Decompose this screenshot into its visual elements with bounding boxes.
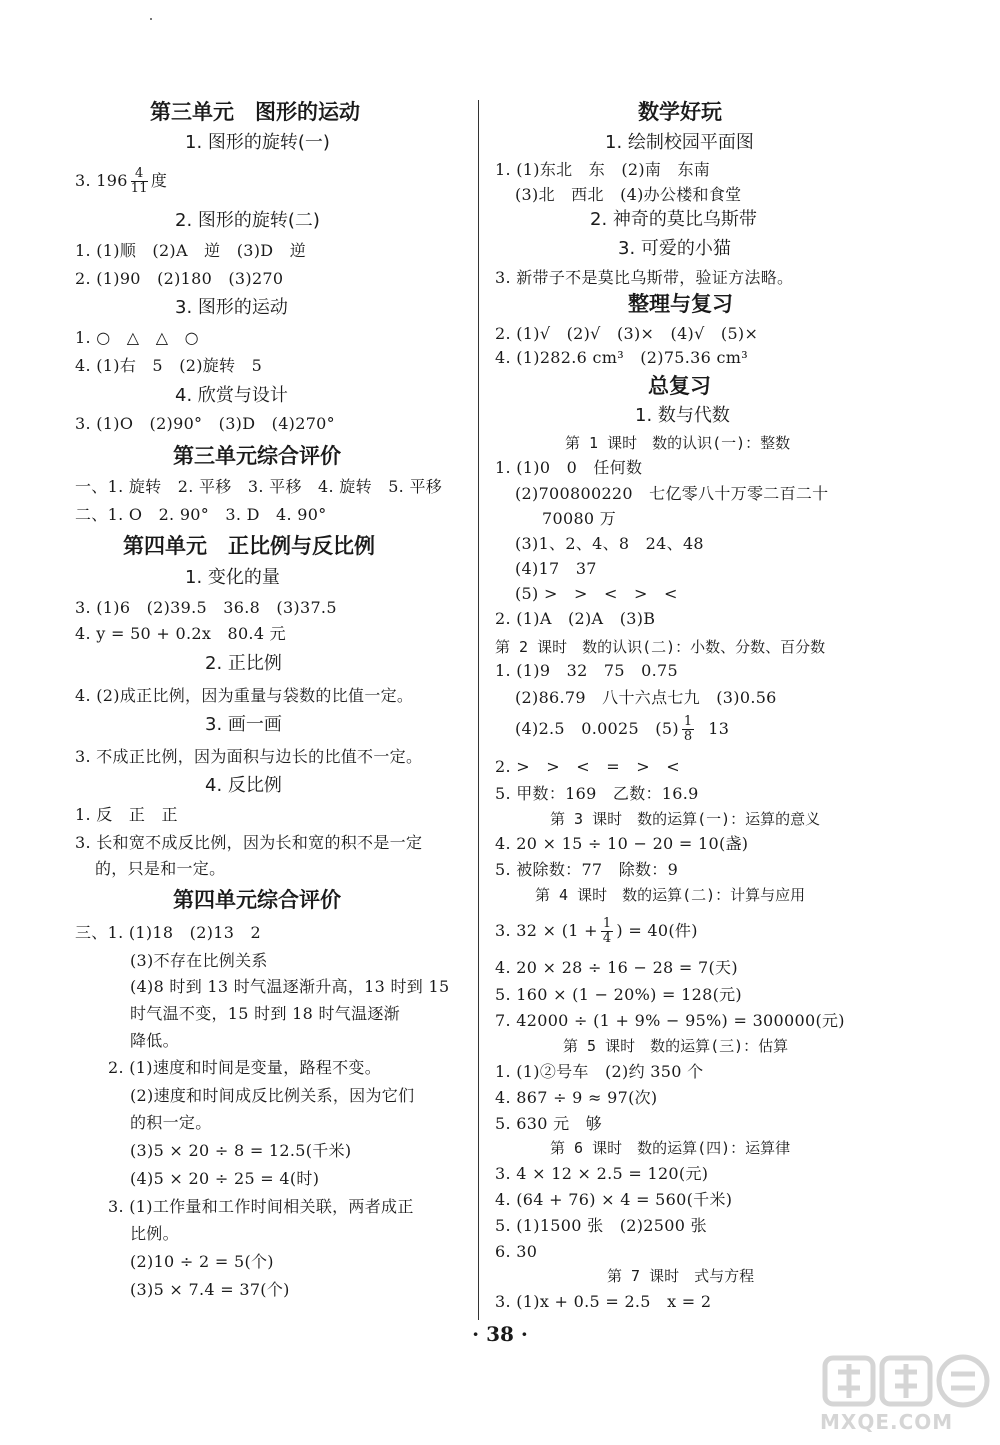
answer-line: 4. (2)成正比例，因为重量与袋数的比值一定。: [75, 686, 414, 705]
answer-text: 13: [708, 719, 730, 738]
unit3-title: 第三单元 图形的运动: [150, 100, 360, 124]
answer-line: 1. 反 正 正: [75, 805, 178, 824]
answer-line: 5. 被除数：77 除数：9: [495, 860, 679, 879]
answer-line: 3. (1)6 (2)39.5 36.8 (3)37.5: [75, 598, 337, 617]
lesson-title: 第 1 课时 数的认识(一)：整数: [565, 434, 791, 452]
unit3-evaluation-title: 第三单元综合评价: [173, 444, 341, 468]
answer-text: (4)2.5 0.0025 (5): [515, 719, 679, 738]
answer-line: 2. (1)A (2)A (3)B: [495, 609, 656, 628]
answer-line: [495, 917, 698, 946]
answer-line: 时气温不变，15 时到 18 时气温逐渐: [130, 1004, 400, 1023]
answer-line: 3. 4 × 12 × 2.5 = 120(元): [495, 1164, 709, 1183]
answer-line: 一、1. 旋转 2. 平移 3. 平移 4. 旋转 5. 平移: [75, 477, 443, 496]
answer-line: 3. (1)x + 0.5 = 2.5 x = 2: [495, 1292, 712, 1311]
fraction-numerator: 4: [131, 167, 148, 182]
answer-line: (4)8 时到 13 时气温逐渐升高，13 时到 15: [130, 977, 450, 996]
answer-line: (4)17 37: [515, 559, 597, 578]
fraction-denominator: 11: [130, 181, 148, 196]
answer-line: (5) > > < > <: [515, 584, 678, 603]
lesson-title: 第 7 课时 式与方程: [607, 1267, 755, 1285]
lesson-title: 第 6 课时 数的运算(四)：运算律: [550, 1139, 791, 1157]
watermark-text: MXQE.COM: [820, 1410, 954, 1434]
answer-line: (4)5 × 20 ÷ 25 = 4(时): [130, 1169, 320, 1188]
answer-line: 二、1. O 2. 90° 3. D 4. 90°: [75, 505, 327, 524]
fraction-numerator: 1: [602, 916, 612, 931]
section-title: 3. 可爱的小猫: [618, 238, 731, 259]
section-title: 2. 神奇的莫比乌斯带: [590, 209, 757, 230]
answer-line: (3)北 西北 (4)办公楼和食堂: [515, 185, 742, 204]
lesson-title: 第 4 课时 数的运算(二)：计算与应用: [535, 886, 806, 904]
answer-line: 4. 20 × 15 ÷ 10 − 20 = 10(盏): [495, 834, 749, 853]
section-title: 1. 数与代数: [635, 405, 730, 426]
answer-line: (3)5 × 20 ÷ 8 = 12.5(千米): [130, 1141, 352, 1160]
answer-line: 3. (1)O (2)90° (3)D (4)270°: [75, 414, 335, 433]
lesson-title: 第 5 课时 数的运算(三)：估算: [563, 1037, 789, 1055]
answer-line: 2. (1)速度和时间是变量，路程不变。: [108, 1058, 382, 1077]
answer-line: 1. ○ △ △ ○: [75, 328, 199, 347]
answer-text: 度: [150, 171, 168, 190]
answer-line: 1. (1)东北 东 (2)南 东南: [495, 160, 711, 179]
scan-speck: [150, 18, 152, 20]
answer-line: 三、1. (1)18 (2)13 2: [75, 923, 261, 942]
fraction: [131, 167, 148, 196]
answer-line: [75, 167, 167, 196]
answer-line: 1. (1)顺 (2)A 逆 (3)D 逆: [75, 241, 307, 260]
answer-line: 降低。: [130, 1031, 179, 1050]
answer-line: (3)不存在比例关系: [130, 951, 268, 970]
answer-line: 比例。: [130, 1224, 179, 1243]
column-divider: [478, 100, 479, 1320]
answer-line: 5. 甲数：169 乙数：16.9: [495, 784, 699, 803]
answer-line: 4. 20 × 28 ÷ 16 − 28 = 7(天): [495, 958, 738, 977]
answer-line: 70080 万: [542, 509, 617, 528]
page-number: · 38 ·: [472, 1322, 528, 1346]
fraction: [682, 715, 695, 744]
unit4-evaluation-title: 第四单元综合评价: [173, 888, 341, 912]
unit4-title: 第四单元 正比例与反比例: [123, 534, 375, 558]
lesson-title: 第 2 课时 数的认识(二)：小数、分数、百分数: [495, 638, 826, 656]
answer-line: (3)5 × 7.4 = 37(个): [130, 1280, 290, 1299]
answer-line: (2)700800220 七亿零八十万零二百二十: [515, 484, 829, 503]
answer-line: 2. (1)√ (2)√ (3)× (4)√ (5)×: [495, 324, 759, 343]
answer-line: 4. 867 ÷ 9 ≈ 97(次): [495, 1088, 658, 1107]
answer-line: 3. 新带子不是莫比乌斯带，验证方法略。: [495, 268, 794, 287]
answer-line: 5. 630 元 够: [495, 1114, 602, 1133]
section-title: 1. 绘制校园平面图: [605, 132, 754, 153]
fun-math-title: 数学好玩: [638, 100, 722, 124]
answer-text: ) = 40(件): [616, 921, 698, 940]
review-title: 整理与复习: [628, 292, 733, 316]
general-review-title: 总复习: [648, 374, 711, 398]
section-title: 2. 图形的旋转(二): [175, 210, 320, 231]
answer-line: [515, 715, 729, 744]
fraction-numerator: 1: [683, 714, 693, 729]
section-title: 3. 画一画: [205, 714, 282, 735]
fraction-denominator: 4: [602, 931, 612, 946]
section-title: 1. 图形的旋转(一): [185, 132, 330, 153]
answer-line: 3. 长和宽不成反比例，因为长和宽的积不是一定: [75, 833, 423, 852]
answer-line: 5. (1)1500 张 (2)2500 张: [495, 1216, 707, 1235]
answer-text: 3. 196: [75, 171, 128, 190]
answer-line: 3. (1)工作量和工作时间相关联，两者成正: [108, 1197, 414, 1216]
answer-line: 7. 42000 ÷ (1 + 9% − 95%) = 300000(元): [495, 1011, 845, 1030]
answer-line: 1. (1)②号车 (2)约 350 个: [495, 1062, 704, 1081]
answer-line: 4. (64 + 76) × 4 = 560(千米): [495, 1190, 733, 1209]
section-title: 4. 反比例: [205, 775, 282, 796]
watermark-icon: [820, 1350, 995, 1410]
answer-line: 的，只是和一定。: [95, 859, 226, 878]
section-title: 4. 欣赏与设计: [175, 385, 288, 406]
answer-line: 3. 不成正比例，因为面积与边长的比值不一定。: [75, 747, 423, 766]
answer-line: (2)86.79 八十六点七九 (3)0.56: [515, 688, 777, 707]
section-title: 1. 变化的量: [185, 567, 280, 588]
answer-line: 2. > > < = > <: [495, 757, 680, 776]
answer-line: 1. (1)9 32 75 0.75: [495, 661, 678, 680]
lesson-title: 第 3 课时 数的运算(一)：运算的意义: [550, 810, 821, 828]
answer-line: 5. 160 × (1 − 20%) = 128(元): [495, 985, 742, 1004]
answer-line: 6. 30: [495, 1242, 538, 1261]
answer-line: 的积一定。: [130, 1113, 212, 1132]
section-title: 3. 图形的运动: [175, 297, 288, 318]
section-title: 2. 正比例: [205, 653, 282, 674]
answer-line: (2)速度和时间成反比例关系，因为它们: [130, 1086, 415, 1105]
fraction-denominator: 8: [683, 729, 693, 744]
answer-line: 1. (1)0 0 任何数: [495, 458, 643, 477]
answer-text: 3. 32 × (1 +: [495, 921, 598, 940]
answer-line: 4. (1)282.6 cm³ (2)75.36 cm³: [495, 348, 748, 367]
fraction: [601, 917, 614, 946]
answer-line: (3)1、2、4、8 24、48: [515, 534, 704, 553]
answer-line: (2)10 ÷ 2 = 5(个): [130, 1252, 274, 1271]
watermark-logo: [820, 1350, 995, 1440]
answer-line: 4. y = 50 + 0.2x 80.4 元: [75, 624, 286, 643]
answer-line: 4. (1)右 5 (2)旋转 5: [75, 356, 263, 375]
answer-line: 2. (1)90 (2)180 (3)270: [75, 269, 284, 288]
